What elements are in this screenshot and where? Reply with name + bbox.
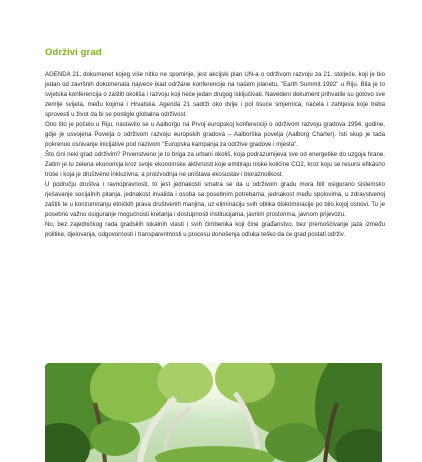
park-photo-illustration <box>45 363 382 462</box>
paragraph-conclusion: No, bez zajedničkog rada gradskih lokalnih vlasti i svih čimbenika koji čine građanstvo, bez premošćivanje jaza između politike, djelovanja, odgovornosti i transparentnosti u procesu donošenja odluka teško da će grad postati održiv. <box>45 221 385 238</box>
paragraph-aalborg: Ono što je počelo u Riju, nastavilo se u Aalborgu na Prvoj europskoj konferenciji o održivom razvoju gradova 1994. godine, gdje je usvojena Povelja o održivom razvoju europskih gradova – Aalborška povelja (Aalborg Charter). Isti skup je tada pokrenuo osnivanje inicijative pod nazivom "Europska kampanja za održive gradove i mjesta". <box>45 121 385 148</box>
paragraph-sustainable-city: Što čini neki grad održivim? Prvenstveno je to briga za urbani okoliš, koja podrazumijeva sve od energetike do uzgoja hrane. Zatim je tu zelena ekonomija kroz svoje ekonomske aktivnosti koje emitiraju niske količine CO2, kroz koju se resursi efikasno troše i koja je društveno inkluzivna, a proizvodnja ne uništava ekosustav i bioraznolikost. <box>45 151 385 178</box>
paragraph-society-equality: U području društva i ravnopravnosti, to jest jednakosti smatra se da u održivom gradu mora biti osigurano sistemsko rješavanje socijalnih pitanja, jednakost invalida i osoba sa posebnim potrebama, jednakost među spolovima, u zdravstvenoj zaštiti te u konzumiranju etničkih prava društvenih manjina, uz eliminaciju svih oblika diskriminacije po bilo kojoj osnovi. Tu je posebno važno osiguranje mogućnosti kretanja i dostupnosti institucijama, javnim prostorima, javnom prijevozu. <box>45 181 385 218</box>
section-title: Održivi grad <box>45 47 102 58</box>
park-photo <box>45 363 382 462</box>
article-body <box>45 70 385 240</box>
paragraph-agenda21: AGENDA 21, dokumenet kojeg više nitko ne spominje, jest akcijski plan UN-a o održivom razvoju za 21. stoljeće, koji je bio jedan od završnih dokumenata najveće ikad održane konferencije na našem planetu, "Earth Summit 1992" u Riju. Bila je to svjetska konferencija o zaštiti okoliša i razvoju koji neće jedan drugog isključivati. Navedeni dokument prihvatile su gotovo sve zemlje svijeta, među kojima i Hrvatska. Agenda 21 sadrži oko dvije i pol tisuće smjernica, načela i zahtjeva koje treba sprovesti u život da bi se postigle globalna održivost. <box>45 71 385 118</box>
